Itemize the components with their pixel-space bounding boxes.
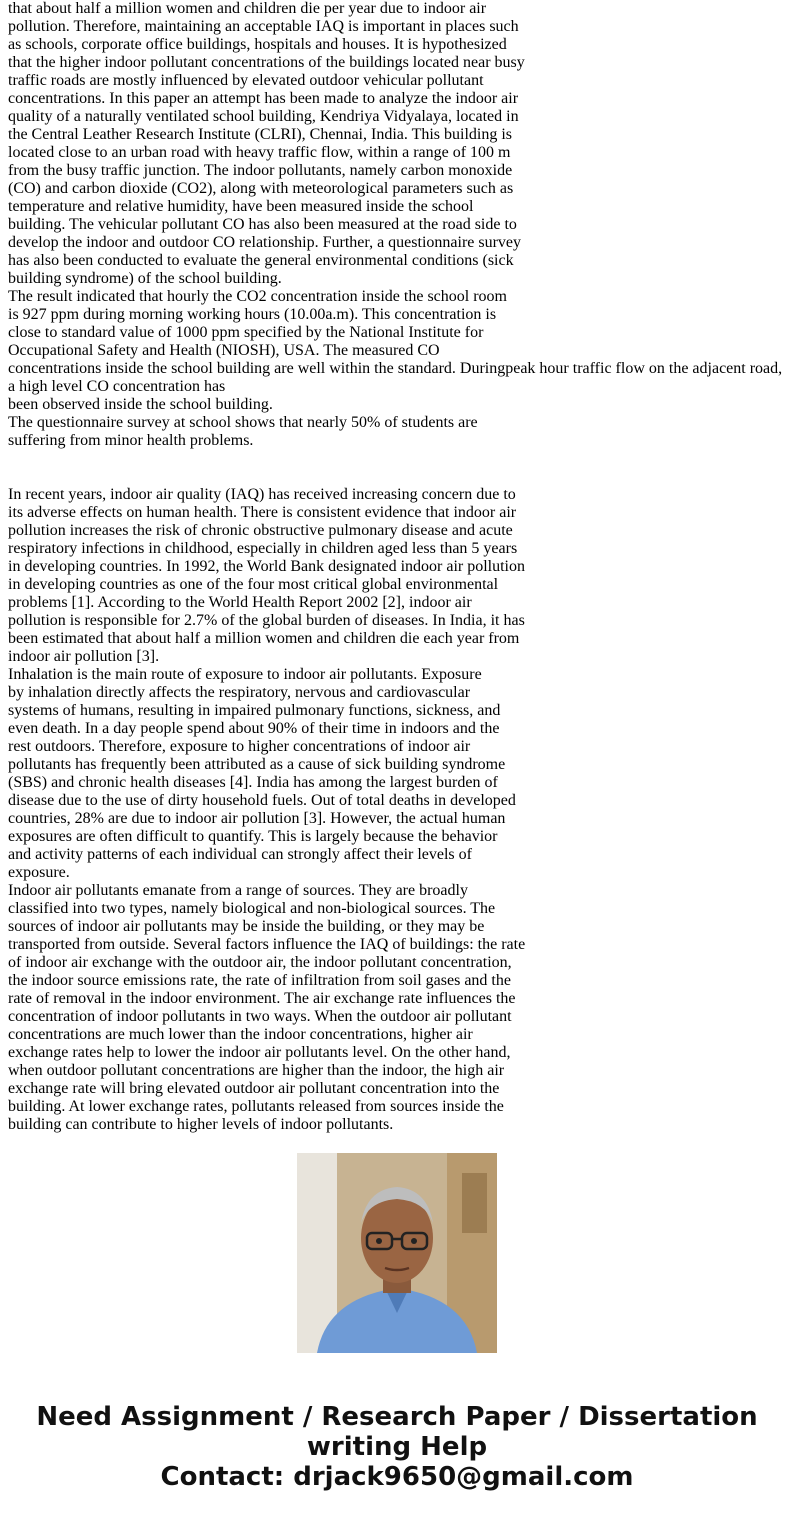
text-line: In recent years, indoor air quality (IAQ) has received increasing concern due to [8, 486, 516, 503]
text-line: (SBS) and chronic health diseases [4]. India has among the largest burden of [8, 774, 498, 791]
spacer [8, 468, 788, 486]
document-text [8, 0, 788, 1134]
text-line: concentrations are much lower than the indoor concentrations, higher air [8, 1026, 473, 1043]
text-line: classified into two types, namely biological and non-biological sources. The [8, 900, 496, 917]
text-line: building can contribute to higher levels of indoor pollutants. [8, 1116, 394, 1133]
text-line: in developing countries as one of the four most critical global environmental [8, 576, 499, 593]
banner-contact-email: Contact: drjack9650@gmail.com [160, 1462, 634, 1492]
text-line: temperature and relative humidity, have been measured inside the school [8, 198, 474, 215]
text-line: been observed inside the school building. [8, 396, 273, 413]
text-line: that the higher indoor pollutant concentrations of the buildings located near busy [8, 54, 525, 71]
text-line: by inhalation directly affects the respiratory, nervous and cardiovascular [8, 684, 471, 701]
text-line: problems [1]. According to the World Health Report 2002 [2], indoor air [8, 594, 472, 611]
banner-line-2: writing Help [306, 1432, 488, 1462]
text-line: rate of removal in the indoor environment. The air exchange rate influences the [8, 990, 516, 1007]
text-line: building syndrome) of the school building. [8, 270, 282, 287]
text-line: respiratory infections in childhood, especially in children aged less than 5 years [8, 540, 518, 557]
text-line: building. At lower exchange rates, pollutants released from sources inside the [8, 1098, 504, 1115]
text-line: that about half a million women and children die per year due to indoor air [8, 0, 487, 17]
text-line: Indoor air pollutants emanate from a range of sources. They are broadly [8, 882, 468, 899]
text-line: of indoor air exchange with the outdoor air, the indoor pollutant concentration, [8, 954, 512, 971]
text-line: building. The vehicular pollutant CO has also been measured at the road side to [8, 216, 517, 233]
text-line: as schools, corporate office buildings, hospitals and houses. It is hypothesized [8, 36, 507, 53]
banner-line-1: Need Assignment / Research Paper / Dissertation [36, 1402, 758, 1432]
text-line: The questionnaire survey at school shows that nearly 50% of students are [8, 414, 478, 431]
contact-banner [0, 1402, 794, 1492]
text-line: Occupational Safety and Health (NIOSH), USA. The measured CO [8, 342, 440, 359]
text-line: (CO) and carbon dioxide (CO2), along with meteorological parameters such as [8, 180, 514, 197]
text-line: pollution. Therefore, maintaining an acceptable IAQ is important in places such [8, 18, 519, 35]
text-line: countries, 28% are due to indoor air pollution [3]. However, the actual human [8, 810, 506, 827]
text-line: its adverse effects on human health. There is consistent evidence that indoor air [8, 504, 517, 521]
text-line: pollution is responsible for 2.7% of the global burden of diseases. In India, it has [8, 612, 525, 629]
text-line: traffic roads are mostly influenced by elevated outdoor vehicular pollutant [8, 72, 484, 89]
text-line: the indoor source emissions rate, the rate of infiltration from soil gases and the [8, 972, 511, 989]
text-line: close to standard value of 1000 ppm specified by the National Institute for [8, 324, 484, 341]
text-line: transported from outside. Several factors influence the IAQ of buildings: the rate [8, 936, 526, 953]
text-line: been estimated that about half a million women and children die each year from [8, 630, 520, 647]
text-line: and activity patterns of each individual can strongly affect their levels of [8, 846, 472, 863]
text-line: in developing countries. In 1992, the World Bank designated indoor air pollution [8, 558, 525, 575]
text-line: pollutants has frequently been attributed as a cause of sick building syndrome [8, 756, 506, 773]
text-line: even death. In a day people spend about 90% of their time in indoors and the [8, 720, 500, 737]
author-avatar [297, 1153, 497, 1353]
text-line: when outdoor pollutant concentrations are higher than the indoor, the high air [8, 1062, 505, 1079]
text-line: indoor air pollution [3]. [8, 648, 160, 665]
text-line: a high level CO concentration has [8, 378, 226, 395]
spacer [8, 450, 788, 468]
text-line: is 927 ppm during morning working hours (10.00a.m). This concentration is [8, 306, 497, 323]
text-line: exposure. [8, 864, 70, 881]
text-line: The result indicated that hourly the CO2 concentration inside the school room [8, 288, 507, 305]
text-line: suffering from minor health problems. [8, 432, 254, 449]
introduction-section [8, 486, 788, 1134]
abstract-section [8, 0, 788, 450]
text-line: develop the indoor and outdoor CO relationship. Further, a questionnaire survey [8, 234, 522, 251]
text-line: rest outdoors. Therefore, exposure to higher concentrations of indoor air [8, 738, 471, 755]
text-line: sources of indoor air pollutants may be inside the building, or they may be [8, 918, 485, 935]
text-line: from the busy traffic junction. The indoor pollutants, namely carbon monoxide [8, 162, 513, 179]
text-line: concentrations. In this paper an attempt has been made to analyze the indoor air [8, 90, 519, 107]
text-line: Inhalation is the main route of exposure to indoor air pollutants. Exposure [8, 666, 482, 683]
text-line: exposures are often difficult to quantify. This is largely because the behavior [8, 828, 498, 845]
text-line: has also been conducted to evaluate the general environmental conditions (sick [8, 252, 514, 269]
text-line: pollution increases the risk of chronic obstructive pulmonary disease and acute [8, 522, 513, 539]
author-photo [297, 1153, 497, 1353]
text-line: concentration of indoor pollutants in two ways. When the outdoor air pollutant [8, 1008, 512, 1025]
text-line: concentrations inside the school building are well within the standard. Duringpeak hour traffic flow on the adjacent road, [8, 360, 783, 377]
text-line: systems of humans, resulting in impaired pulmonary functions, sickness, and [8, 702, 501, 719]
text-line: exchange rate will bring elevated outdoor air pollutant concentration into the [8, 1080, 500, 1097]
text-line: located close to an urban road with heavy traffic flow, within a range of 100 m [8, 144, 511, 161]
text-line: disease due to the use of dirty household fuels. Out of total deaths in developed [8, 792, 516, 809]
text-line: exchange rates help to lower the indoor air pollutants level. On the other hand, [8, 1044, 511, 1061]
text-line: the Central Leather Research Institute (CLRI), Chennai, India. This building is [8, 126, 513, 143]
text-line: quality of a naturally ventilated school building, Kendriya Vidyalaya, located in [8, 108, 519, 125]
